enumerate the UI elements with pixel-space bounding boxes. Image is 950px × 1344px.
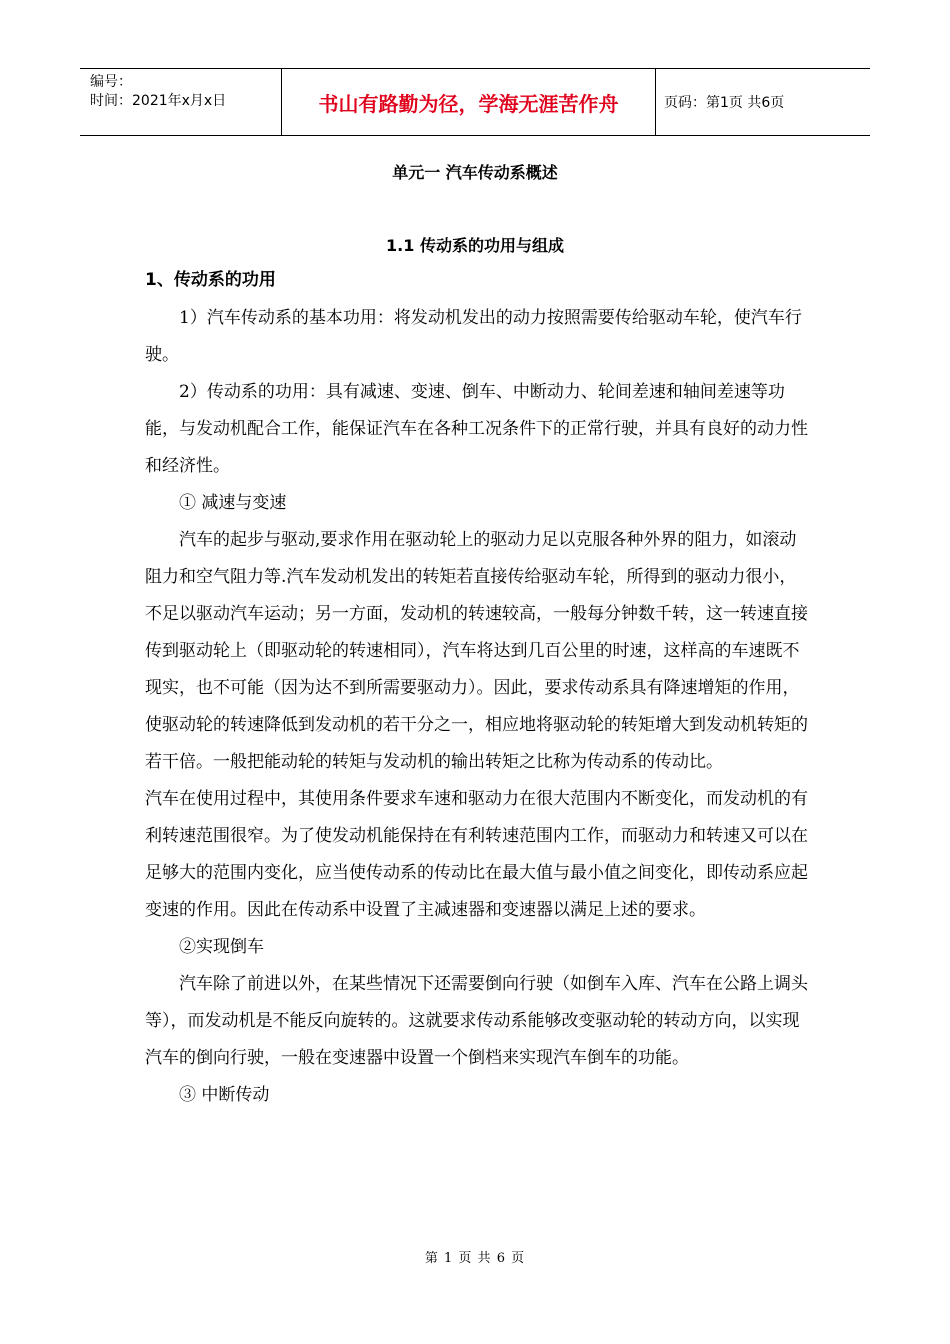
paragraph-reverse: 汽车除了前进以外，在某些情况下还需要倒向行驶（如倒车入库、汽车在公路上调头等），而发动机是不能反向旋转的。这就要求传动系能够改变驱动轮的转动方向，以实现汽车的倒向行驶，一般在变速器中设置一个倒档来实现汽车倒车的功能。 <box>145 974 808 1068</box>
item-reduction-speed-change: ① 减速与变速 <box>179 493 287 513</box>
heading-function: 1、传动系的功用 <box>145 270 276 290</box>
header-page-info: 页码：第1页 共6页 <box>664 95 785 111</box>
document-number: 编号： <box>90 74 132 90</box>
paragraph-speed-change: 汽车在使用过程中，其使用条件要求车速和驱动力在很大范围内不断变化，而发动机的有利转速范围很窄。为了使发动机能保持在有利转速范围内工作，而驱动力和转速又可以在足够大的范围内变化，应当使传动系的传动比在最大值与最小值之间变化，即传动系应起变速的作用。因此在传动系中设置了主减速器和变速器以满足上述的要求。 <box>145 789 808 920</box>
section-title: 1.1 传动系的功用与组成 <box>386 236 564 255</box>
item-reverse: ②实现倒车 <box>179 937 264 957</box>
document-date: 时间：2021年x月x日 <box>90 93 227 109</box>
header-meta <box>80 69 282 135</box>
page-header <box>80 68 870 136</box>
item-interrupt: ③ 中断传动 <box>179 1085 270 1105</box>
paragraph-transmission-function: 2）传动系的功用：具有减速、变速、倒车、中断动力、轮间差速和轴间差速等功能，与发动机配合工作，能保证汽车在各种工况条件下的正常行驶，并具有良好的动力性和经济性。 <box>145 382 808 476</box>
page-footer: 第 1 页 共 6 页 <box>424 1251 526 1266</box>
paragraph-basic-function: 1）汽车传动系的基本功用：将发动机发出的动力按照需要传给驱动车轮，使汽车行驶。 <box>145 308 802 365</box>
header-motto: 书山有路勤为径，学海无涯苦作舟 <box>282 69 656 135</box>
document-body <box>145 264 810 1114</box>
unit-title: 单元一 汽车传动系概述 <box>392 163 558 182</box>
paragraph-reduction: 汽车的起步与驱动,要求作用在驱动轮上的驱动力足以克服各种外界的阻力，如滚动阻力和空气阻力等.汽车发动机发出的转矩若直接传给驱动车轮，所得到的驱动力很小，不足以驱动汽车运动；另一方面，发动机的转速较高，一般每分钟数千转，这一转速直接传到驱动轮上（即驱动轮的转速相同），汽车将达到几百公里的时速，这样高的车速既不现实，也不可能（因为达不到所需要驱动力）。因此，要求传动系具有降速增矩的作用，使驱动轮的转速降低到发动机的若干分之一，相应地将驱动轮的转矩增大到发动机转矩的若干倍。一般把能动轮的转矩与发动机的输出转矩之比称为传动系的传动比。 <box>145 530 808 772</box>
